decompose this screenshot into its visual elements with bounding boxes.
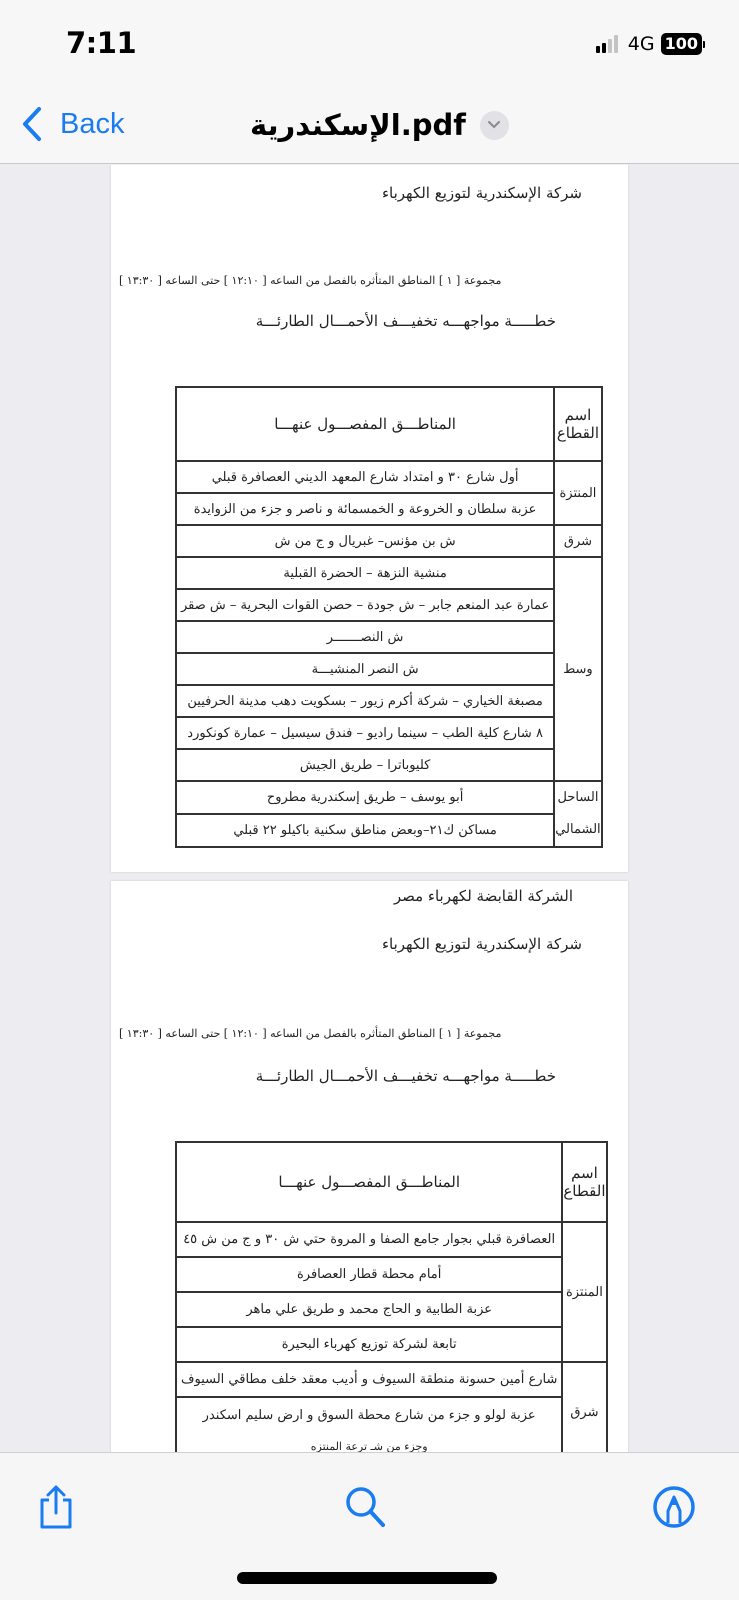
- sector-cell: الساحل الشمالي: [554, 781, 601, 847]
- area-cell: عمارة عبد المنعم جابر – ش جودة – حصن القوات البحرية – ش صقر: [176, 589, 554, 621]
- document-title-button[interactable]: [250, 108, 509, 142]
- pdf-viewer[interactable]: [0, 165, 739, 1452]
- status-time: 7:11: [66, 26, 137, 60]
- area-cell: شارع أمين حسونة منطقة السيوف و أديب معقد خلف مطاقي السيوف: [176, 1362, 562, 1397]
- area-cell: مساكن ك٢١–وبعض مناطق سكنية باكيلو ٢٢ قبلي: [176, 814, 554, 847]
- status-indicators: [596, 33, 705, 55]
- table-row: [176, 1362, 607, 1397]
- group-schedule-line: مجموعة [ ١ ] المناطق المتأثره بالفصل من الساعه [ ١٢:١٠ ] حتى الساعه [ ١٣:٣٠ ]: [119, 1027, 502, 1040]
- chevron-down-icon[interactable]: [480, 111, 509, 140]
- table-row: [176, 493, 602, 525]
- header-sector: اسم القطاع: [554, 387, 601, 461]
- table-row: [176, 589, 602, 621]
- sector-cell: وسط: [554, 557, 601, 781]
- table-row: [176, 1257, 607, 1292]
- share-button[interactable]: [34, 1483, 78, 1531]
- table-row: [176, 1292, 607, 1327]
- share-icon: [36, 1483, 76, 1531]
- search-icon: [344, 1485, 388, 1529]
- header-areas: المناطـــق المفصـــول عنهـــا: [176, 1142, 562, 1222]
- table-row: [176, 814, 602, 847]
- table-row: [176, 557, 602, 589]
- table-row: [176, 1432, 607, 1452]
- sector-cell: المنتزة: [562, 1222, 606, 1362]
- table-row: [176, 717, 602, 749]
- back-label: Back: [60, 107, 125, 140]
- back-button[interactable]: [20, 106, 124, 142]
- area-cell: كليوباترا – طريق الجيش: [176, 749, 554, 781]
- header-areas: المناطـــق المفصـــول عنهـــا: [176, 387, 554, 461]
- area-cell: وجزء من شـ ترعة المنتزه: [176, 1432, 562, 1452]
- group-schedule-line: مجموعة [ ١ ] المناطق المتأثره بالفصل من الساعه [ ١٢:١٠ ] حتى الساعه [ ١٣:٣٠ ]: [119, 274, 502, 287]
- area-cell: عزبة سلطان و الخروعة و الخمسمائة و ناصر و جزء من الزوايدة: [176, 493, 554, 525]
- plan-title: خطـــــة مواجهـــه تخفيـــف الأحمـــال الطارئـــة: [255, 1067, 556, 1085]
- search-button[interactable]: [344, 1483, 388, 1531]
- table-row: [176, 653, 602, 685]
- battery-level: 100: [661, 33, 702, 55]
- table-header-row: [176, 1142, 607, 1222]
- area-cell: منشية النزهة – الحضرة القبلية: [176, 557, 554, 589]
- area-cell: مصبغة الخياري – شركة أكرم زيور – بسكويت دهب مدينة الحرفيين: [176, 685, 554, 717]
- bottom-toolbar: [0, 1452, 739, 1600]
- company-name: شركة الإسكندرية لتوزيع الكهرباء: [381, 935, 582, 953]
- table-row: [176, 621, 602, 653]
- status-bar: [0, 0, 739, 90]
- sector-cell: شرق: [554, 525, 601, 557]
- table-row: [176, 749, 602, 781]
- table-row: [176, 781, 602, 814]
- area-cell: أول شارع ٣٠ و امتداد شارع المعهد الديني العصافرة قبلي: [176, 461, 554, 493]
- pdf-page-2: [111, 881, 628, 1452]
- table-row: [176, 685, 602, 717]
- outage-table: [175, 1141, 608, 1452]
- table-row: [176, 1327, 607, 1362]
- table-row: [176, 525, 602, 557]
- document-title: الإسكندرية.pdf: [250, 108, 466, 142]
- holding-company-name: الشركة القابضة لكهرباء مصر: [393, 887, 573, 905]
- sector-cell: شرق: [562, 1362, 606, 1452]
- plan-title: خطـــــة مواجهـــه تخفيـــف الأحمـــال الطارئـــة: [255, 312, 556, 330]
- area-cell: ش بن مؤنس– غبريال و ج من ش: [176, 525, 554, 557]
- markup-icon: [652, 1485, 696, 1529]
- area-cell: عزبة لولو و جزء من شارع محطة السوق و ارض سليم اسكندر: [176, 1397, 562, 1432]
- area-cell: ش النصر المنشيـــة: [176, 653, 554, 685]
- area-cell: أمام محطة قطار العصافرة: [176, 1257, 562, 1292]
- navigation-bar: [0, 90, 739, 164]
- header-sector: اسم القطاع: [562, 1142, 606, 1222]
- cellular-signal-icon: [596, 35, 618, 53]
- area-cell: ش النصـــــــر: [176, 621, 554, 653]
- pdf-page-1: [111, 165, 628, 872]
- company-name: شركة الإسكندرية لتوزيع الكهرباء: [381, 184, 582, 202]
- network-type: 4G: [627, 33, 655, 55]
- markup-button[interactable]: [652, 1483, 696, 1531]
- area-cell: أبو يوسف – طريق إسكندرية مطروح: [176, 781, 554, 814]
- home-indicator[interactable]: [237, 1572, 497, 1584]
- battery-icon: [661, 33, 705, 55]
- sector-cell: المنتزة: [554, 461, 601, 525]
- chevron-left-icon: [20, 106, 44, 142]
- table-row: [176, 1397, 607, 1432]
- table-row: [176, 1222, 607, 1257]
- area-cell: عزبة الطابية و الحاج محمد و طريق علي ماهر: [176, 1292, 562, 1327]
- table-header-row: [176, 387, 602, 461]
- outage-table: [175, 386, 603, 848]
- table-row: [176, 461, 602, 493]
- area-cell: ٨ شارع كلية الطب – سينما راديو – فندق سيسيل – عمارة كونكورد: [176, 717, 554, 749]
- area-cell: تابعة لشركة توزيع كهرباء البحيرة: [176, 1327, 562, 1362]
- area-cell: العصافرة قبلي بجوار جامع الصفا و المروة حتي ش ٣٠ و ج من ش ٤٥: [176, 1222, 562, 1257]
